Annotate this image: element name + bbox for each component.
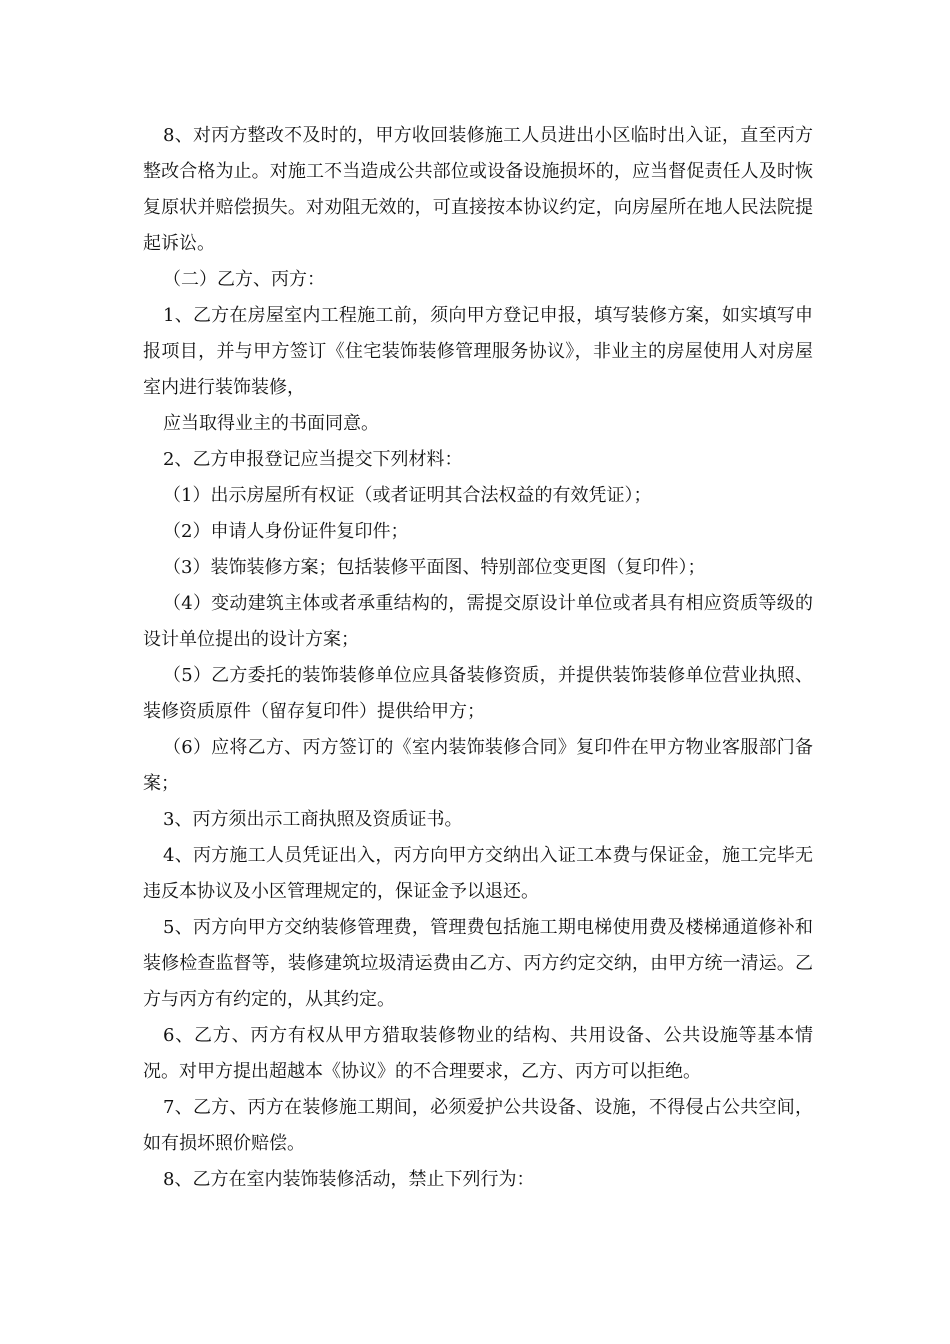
list-item-material-5: （5）乙方委托的装饰装修单位应具备装修资质，并提供装饰装修单位营业执照、装修资质原件（留存复印件）提供给甲方； xyxy=(143,665,813,722)
paragraph-clause-5-management-fee: 5、丙方向甲方交纳装修管理费，管理费包括施工期电梯使用费及楼梯通道修补和装修检查监督等，装修建筑垃圾清运费由乙方、丙方约定交纳，由甲方统一清运。乙方与丙方有约定的，从其约定。 xyxy=(143,917,813,1010)
list-item-material-4: （4）变动建筑主体或者承重结构的，需提交原设计单位或者具有相应资质等级的设计单位提出的设计方案； xyxy=(143,593,813,650)
paragraph-clause-8-prohibited: 8、乙方在室内装饰装修活动，禁止下列行为： xyxy=(163,1169,535,1190)
paragraph-clause-7-public-facilities: 7、乙方、丙方在装修施工期间，必须爱护公共设备、设施，不得侵占公共空间，如有损坏照价赔偿。 xyxy=(143,1097,813,1154)
paragraph-clause-8-rectification: 8、对丙方整改不及时的，甲方收回装修施工人员进出小区临时出入证，直至丙方整改合格为止。对施工不当造成公共部位或设备设施损坏的，应当督促责任人及时恢复原状并赔偿损失。对劝阻无效的，可直接按本协议约定，向房屋所在地人民法院提起诉讼。 xyxy=(143,125,813,254)
paragraph-clause-1-registration: 1、乙方在房屋室内工程施工前，须向甲方登记申报，填写装修方案，如实填写申报项目，并与甲方签订《住宅装饰装修管理服务协议》，非业主的房屋使用人对房屋室内进行装饰装修， xyxy=(143,305,813,398)
paragraph-owner-consent: 应当取得业主的书面同意。 xyxy=(163,413,379,434)
paragraph-clause-2-materials: 2、乙方申报登记应当提交下列材料： xyxy=(163,449,463,470)
paragraph-clause-3-license: 3、丙方须出示工商执照及资质证书。 xyxy=(163,809,463,830)
paragraph-clause-4-entry-pass: 4、丙方施工人员凭证出入，丙方向甲方交纳出入证工本费与保证金，施工完毕无违反本协议及小区管理规定的，保证金予以退还。 xyxy=(143,845,813,902)
section-heading-party-b-c: （二）乙方、丙方： xyxy=(163,269,325,290)
list-item-material-2: （2）申请人身份证件复印件； xyxy=(163,521,409,542)
list-item-material-6: （6）应将乙方、丙方签订的《室内装饰装修合同》复印件在甲方物业客服部门备案； xyxy=(143,737,813,794)
paragraph-clause-6-rights: 6、乙方、丙方有权从甲方猎取装修物业的结构、共用设备、公共设施等基本情况。对甲方提出超越本《协议》的不合理要求，乙方、丙方可以拒绝。 xyxy=(143,1025,813,1082)
list-item-material-1: （1）出示房屋所有权证（或者证明其合法权益的有效凭证）； xyxy=(163,485,652,506)
document-body xyxy=(143,118,813,1198)
list-item-material-3: （3）装饰装修方案；包括装修平面图、特别部位变更图（复印件）； xyxy=(163,557,706,578)
